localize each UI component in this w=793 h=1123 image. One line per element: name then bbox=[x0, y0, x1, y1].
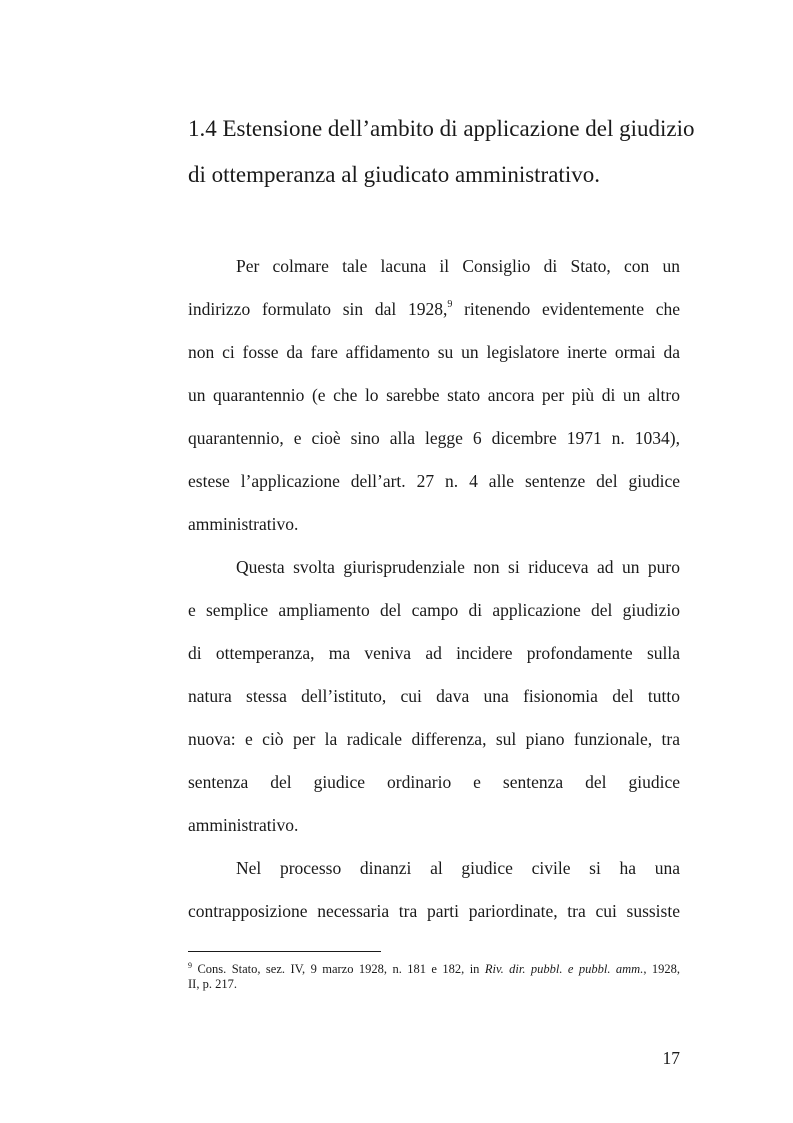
paragraph-line: amministrativo. bbox=[188, 815, 299, 835]
paragraph-line: nuova: e ciò per la radicale differenza, sul piano funzionale, tra bbox=[188, 729, 680, 749]
footnote-line bbox=[188, 961, 680, 977]
section-heading-line-1: 1.4 Estensione dell’ambito di applicazione del giudizio bbox=[188, 116, 695, 141]
page-number: 17 bbox=[662, 1048, 680, 1068]
footnote-marker: 9 bbox=[188, 961, 192, 970]
paragraph-line: Nel processo dinanzi al giudice civile si ha una bbox=[236, 858, 680, 878]
paragraph-line: quarantennio, e cioè sino alla legge 6 dicembre 1971 n. 1034), bbox=[188, 428, 680, 448]
paragraph-text: ritenendo evidentemente che bbox=[464, 299, 681, 319]
paragraph-line: sentenza del giudice ordinario e sentenza del giudice bbox=[188, 772, 680, 792]
paragraph-line bbox=[188, 297, 680, 321]
paragraph-line: natura stessa dell’istituto, cui dava una fisionomia del tutto bbox=[188, 686, 680, 706]
paragraph-line: e semplice ampliamento del campo di applicazione del giudizio bbox=[188, 600, 680, 620]
paragraph-line: contrapposizione necessaria tra parti pariordinate, tra cui sussiste bbox=[188, 901, 680, 921]
footnote-reference[interactable]: 9 bbox=[447, 299, 453, 310]
paragraph-line: Per colmare tale lacuna il Consiglio di Stato, con un bbox=[236, 256, 680, 276]
paragraph-line: Questa svolta giurisprudenziale non si riduceva ad un puro bbox=[236, 557, 680, 577]
footnote-text: Cons. Stato, sez. IV, 9 marzo 1928, n. 181 e 182, in bbox=[197, 962, 480, 976]
section-heading-line-2: di ottemperanza al giudicato amministrativo. bbox=[188, 162, 600, 187]
paragraph-line: un quarantennio (e che lo sarebbe stato ancora per più di un altro bbox=[188, 385, 680, 405]
paragraph-line: di ottemperanza, ma veniva ad incidere profondamente sulla bbox=[188, 643, 680, 663]
footnote-line: II, p. 217. bbox=[188, 977, 237, 991]
paragraph-line: non ci fosse da fare affidamento su un legislatore inerte ormai da bbox=[188, 342, 680, 362]
paragraph-line: amministrativo. bbox=[188, 514, 299, 534]
footnote-journal: Riv. dir. pubbl. e pubbl. amm. bbox=[484, 962, 644, 976]
paragraph-text: indirizzo formulato sin dal 1928, bbox=[188, 299, 448, 319]
footnote-separator bbox=[188, 951, 381, 952]
paragraph-line: estese l’applicazione dell’art. 27 n. 4 alle sentenze del giudice bbox=[188, 471, 680, 491]
footnote-text: , 1928, bbox=[643, 962, 681, 976]
